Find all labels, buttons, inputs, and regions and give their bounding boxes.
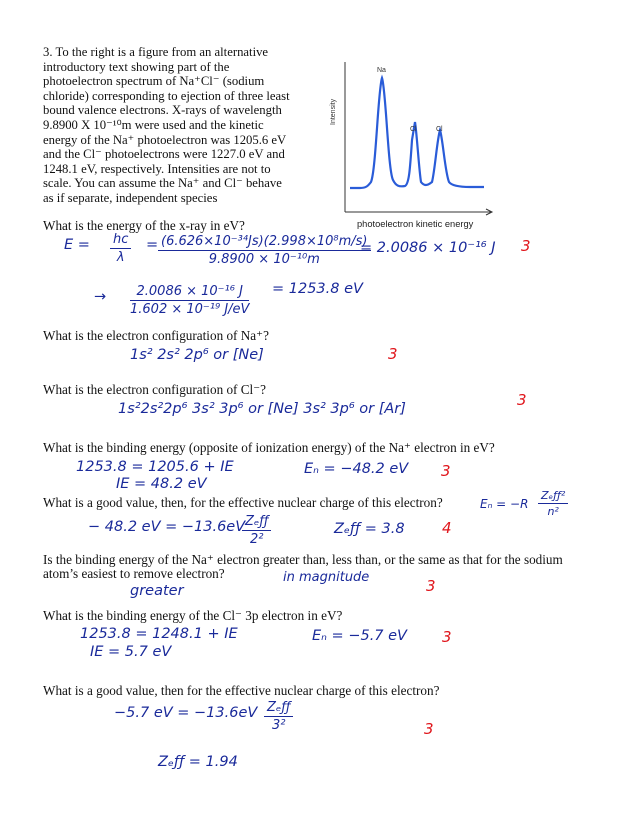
question-2: What is the electron configuration of Na⁺? [43, 328, 269, 343]
question-3: What is the electron configuration of Cl⁻? [43, 382, 267, 397]
answer-2: 1s² 2s² 2p⁶ or [Ne] [130, 347, 264, 363]
answer-4-energy: Eₙ = −48.2 eV [304, 461, 409, 477]
fraction-numerator: 2.0086 × 10⁻¹⁶ J [130, 284, 249, 301]
answer-5-lhs: − 48.2 eV = −13.6eV [88, 519, 246, 535]
question-8: What is a good value, then for the effective nuclear charge of this electron? [43, 683, 440, 698]
score-3: 3 [517, 391, 527, 409]
fraction-numerator: hc [110, 232, 131, 249]
spectrum-trace [350, 78, 484, 188]
answer-4-line-2: IE = 48.2 eV [116, 476, 207, 492]
answer-1-result-joules: = 2.0086 × 10⁻¹⁶ J [360, 240, 496, 256]
fraction-numerator: Zₑƒƒ [264, 700, 293, 717]
intro-line: as if separate, independent species [43, 190, 218, 205]
fraction-denominator: 2² [250, 532, 264, 547]
score-1: 3 [521, 237, 531, 255]
intro-line: chloride) corresponding to ejection of three least [43, 88, 290, 103]
answer-1-result-ev: = 1253.8 eV [272, 281, 363, 297]
peak-label-na: Na [377, 67, 386, 74]
answer-7-line-1: 1253.8 = 1248.1 + IE [80, 626, 238, 642]
score-7: 3 [442, 628, 452, 646]
intro-line: photoelectron spectrum of Na⁺Cl⁻ (sodium [43, 74, 265, 89]
score-8: 3 [424, 720, 434, 738]
fraction-numerator: Zₑƒƒ² [538, 489, 568, 504]
answer-8-result: Zₑƒƒ = 1.94 [158, 754, 238, 770]
fraction-denominator: 1.602 × 10⁻¹⁹ J/eV [130, 302, 250, 317]
intro-line: energy of the Na⁺ photoelectron was 1205.6 eV [43, 132, 287, 147]
answer-1-conversion-fraction [130, 284, 249, 317]
intro-line: 3. To the right is a figure from an alternative [43, 45, 269, 59]
answer-7-energy: Eₙ = −5.7 eV [312, 628, 407, 644]
answer-7-line-2: IE = 5.7 eV [90, 644, 172, 660]
intro-line: 9.8900 X 10⁻¹⁰m were used and the kinetic [43, 117, 264, 132]
fraction-denominator: 9.8900 × 10⁻¹⁰m [208, 252, 320, 267]
fraction-numerator: (6.626×10⁻³⁴Js)(2.998×10⁸m/s) [158, 234, 371, 251]
fraction-numerator: Zₑƒƒ [242, 514, 271, 531]
answer-4-line-1: 1253.8 = 1205.6 + IE [76, 459, 234, 475]
fraction-denominator: λ [116, 250, 125, 265]
intro-line: introductory text showing part of the [43, 59, 230, 74]
peak-label-cl-2: Cl [436, 126, 443, 133]
figure-y-label: Intensity [330, 98, 337, 125]
score-4: 3 [441, 462, 451, 480]
fraction-denominator: n² [547, 505, 559, 518]
answer-1-arrow: → [94, 289, 107, 305]
score-5: 4 [442, 519, 452, 537]
intro-line: bound valence electrons. X-rays of wavelength [43, 103, 282, 118]
answer-1-E: E = [64, 237, 90, 253]
answer-3: 1s²2s²2p⁶ 3s² 3p⁶ or [Ne] 3s² 3p⁶ or [Ar] [118, 401, 406, 417]
question-7: What is the binding energy of the Cl⁻ 3p electron in eV? [43, 608, 343, 623]
score-6: 3 [426, 577, 436, 595]
figure-x-label: photoelectron kinetic energy [357, 219, 474, 229]
answer-6: greater [130, 583, 184, 599]
answer-5-formula-lhs: Eₙ = −R [480, 497, 529, 511]
intro-line: 1248.1 eV, respectively. Intensities are not to [43, 161, 271, 176]
peak-label-cl-1: Cl [410, 126, 417, 133]
answer-8-lhs: −5.7 eV = −13.6eV [114, 705, 258, 721]
question-4: What is the binding energy (opposite of ionization energy) of the Na⁺ electron in eV? [43, 440, 495, 455]
question-5: What is a good value, then, for the effective nuclear charge of this electron? [43, 495, 443, 510]
answer-1-hc-over-lambda [110, 232, 131, 265]
score-2: 3 [388, 345, 398, 363]
answer-5-formula-fraction [538, 489, 568, 518]
intro-line: scale. You can assume the Na⁺ and Cl⁻ behave [43, 176, 282, 191]
answer-1-equals: = [146, 237, 159, 253]
fraction-denominator: 3² [272, 718, 286, 733]
question-1: What is the energy of the x-ray in eV? [43, 218, 245, 233]
answer-1-main-fraction [158, 234, 371, 267]
answer-5-result: Zₑƒƒ = 3.8 [334, 521, 405, 537]
answer-6-note: in magnitude [283, 570, 370, 585]
question-6-line-2: atom’s easiest to remove electron? [43, 566, 225, 581]
question-6-line-1: Is the binding energy of the Na⁺ electron greater than, less than, or the same as that for the sodium [43, 552, 563, 567]
answer-8-fraction [264, 700, 293, 733]
intro-line: and the Cl⁻ photoelectrons were 1227.0 eV and [43, 147, 285, 162]
answer-5-fraction [242, 514, 271, 547]
